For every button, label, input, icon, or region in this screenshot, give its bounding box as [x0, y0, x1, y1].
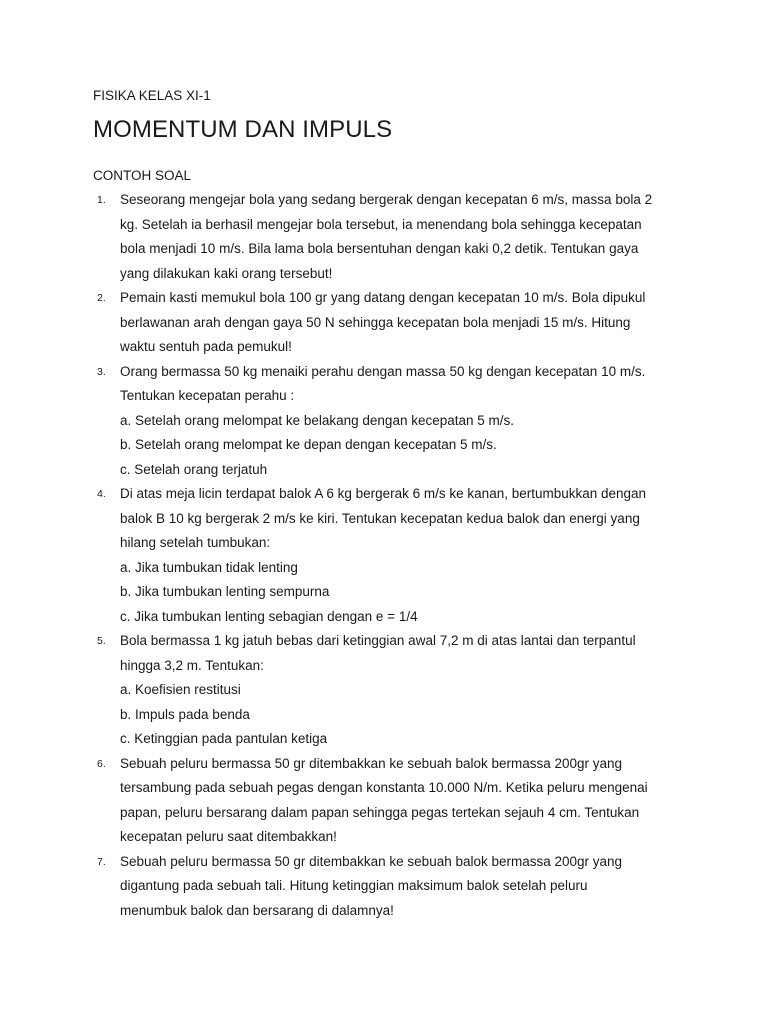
problem-item: [93, 482, 688, 629]
problem-item: [93, 286, 688, 360]
problem-line: a. Setelah orang melompat ke belakang dengan kecepatan 5 m/s.: [120, 412, 515, 428]
problem-line: tersambung pada sebuah pegas dengan konstanta 10.000 N/m. Ketika peluru mengenai: [120, 780, 648, 795]
problem-text: [120, 850, 688, 924]
problem-item: [93, 629, 688, 752]
problem-line: Sebuah peluru bermassa 50 gr ditembakkan ke sebuah balok bermassa 200gr yang: [120, 853, 623, 869]
problem-line: Orang bermassa 50 kg menaiki perahu dengan massa 50 kg dengan kecepatan 10 m/s.: [120, 363, 646, 379]
problem-text: [120, 188, 688, 286]
problem-item: [93, 752, 688, 850]
problem-line: Di atas meja licin terdapat balok A 6 kg bergerak 6 m/s ke kanan, bertumbukkan dengan: [120, 486, 647, 501]
problem-line: Pemain kasti memukul bola 100 gr yang datang dengan kecepatan 10 m/s. Bola dipukul: [120, 290, 646, 305]
problem-number: 1.: [97, 194, 106, 206]
problem-number: 2.: [97, 292, 106, 304]
problem-line: Tentukan kecepatan perahu :: [120, 388, 295, 403]
problem-line: b. Impuls pada benda: [120, 706, 250, 722]
problem-text: [120, 482, 688, 629]
problem-number: 7.: [97, 855, 106, 868]
problem-item: [93, 188, 688, 286]
problem-line: c. Ketinggian pada pantulan ketiga: [120, 731, 328, 746]
problem-text: [120, 629, 688, 752]
problem-text: [120, 286, 688, 360]
problem-item: [93, 360, 688, 483]
problem-line: Seseorang mengejar bola yang sedang bergerak dengan kecepatan 6 m/s, massa bola 2: [120, 192, 653, 207]
problem-number: 3.: [97, 365, 106, 378]
section-label: CONTOH SOAL: [93, 168, 192, 183]
problem-line: a. Jika tumbukan tidak lenting: [120, 559, 298, 575]
problem-item: [93, 850, 688, 924]
problem-line: yang dilakukan kaki orang tersebut!: [120, 265, 333, 281]
problem-line: papan, peluru bersarang dalam papan sehingga pegas tertekan sejauh 4 cm. Tentukan: [120, 804, 640, 820]
problem-line: hilang setelah tumbukan:: [120, 535, 271, 550]
page-title: MOMENTUM DAN IMPULS: [93, 116, 393, 143]
problem-list: [93, 188, 688, 923]
problem-line: c. Jika tumbukan lenting sebagian dengan e = 1/4: [120, 608, 418, 624]
problem-line: hingga 3,2 m. Tentukan:: [120, 657, 264, 673]
problem-line: b. Jika tumbukan lenting sempurna: [120, 584, 330, 599]
problem-line: bola menjadi 10 m/s. Bila lama bola bersentuhan dengan kaki 0,2 detik. Tentukan gaya: [120, 241, 639, 256]
subject-heading: FISIKA KELAS XI-1: [93, 88, 211, 103]
problem-line: waktu sentuh pada pemukul!: [120, 339, 292, 354]
problem-number: 4.: [97, 488, 106, 500]
problem-line: balok B 10 kg bergerak 2 m/s ke kiri. Tentukan kecepatan kedua balok dan energi yang: [120, 510, 640, 526]
problem-line: a. Koefisien restitusi: [120, 682, 241, 697]
problem-line: Sebuah peluru bermassa 50 gr ditembakkan ke sebuah balok bermassa 200gr yang: [120, 755, 623, 771]
problem-line: kg. Setelah ia berhasil mengejar bola tersebut, ia menendang bola sehingga kecepatan: [120, 216, 642, 232]
problem-text: [120, 360, 688, 483]
problem-line: Bola bermassa 1 kg jatuh bebas dari ketinggian awal 7,2 m di atas lantai dan terpantul: [120, 633, 636, 648]
problem-line: b. Setelah orang melompat ke depan dengan kecepatan 5 m/s.: [120, 437, 497, 452]
problem-number: 6.: [97, 757, 106, 770]
problem-number: 5.: [97, 635, 106, 647]
problem-line: berlawanan arah dengan gaya 50 N sehingga kecepatan bola menjadi 15 m/s. Hitung: [120, 314, 631, 330]
problem-line: c. Setelah orang terjatuh: [120, 461, 268, 477]
problem-line: menumbuk balok dan bersarang di dalamnya!: [120, 902, 394, 918]
problem-text: [120, 752, 688, 850]
problem-line: kecepatan peluru saat ditembakkan!: [120, 829, 337, 844]
problem-line: digantung pada sebuah tali. Hitung ketinggian maksimum balok setelah peluru: [120, 878, 588, 893]
